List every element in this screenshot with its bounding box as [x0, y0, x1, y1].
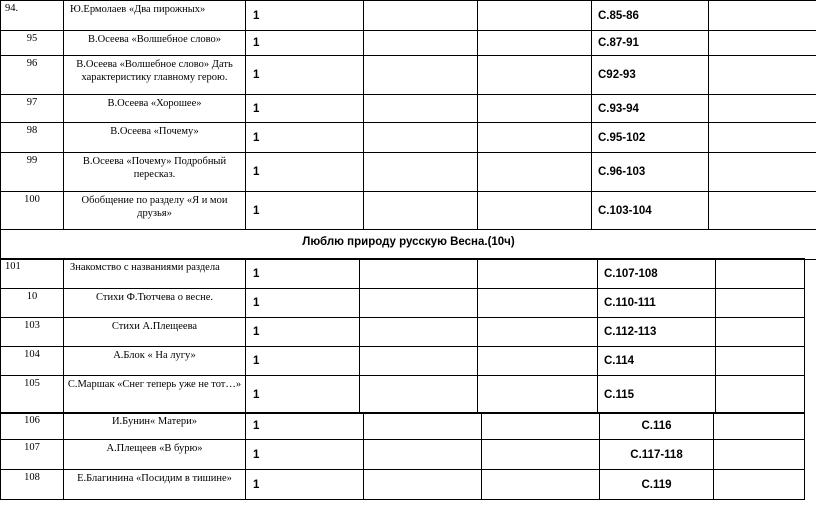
table-row: [1, 376, 805, 414]
lesson-pages: С.114: [598, 347, 716, 376]
lesson-pages: С.119: [600, 470, 714, 500]
lesson-number: 96: [1, 56, 64, 95]
lesson-table-middle: [0, 258, 805, 414]
lesson-hours: 1: [246, 123, 364, 153]
table-row: [1, 192, 816, 230]
empty-cell: [478, 56, 592, 95]
table-row: [1, 440, 805, 470]
empty-cell: [482, 413, 600, 440]
lesson-pages: С.116: [600, 413, 714, 440]
lesson-number: 108: [1, 470, 64, 500]
lesson-hours: 1: [246, 95, 364, 123]
empty-cell: [709, 31, 816, 56]
empty-cell: [709, 56, 816, 95]
lesson-pages: С.110-111: [598, 289, 716, 318]
empty-cell: [709, 95, 816, 123]
empty-cell: [478, 153, 592, 192]
empty-cell: [478, 95, 592, 123]
empty-cell: [716, 318, 805, 347]
lesson-pages: С.96-103: [592, 153, 709, 192]
lesson-pages: С.85-86: [592, 1, 709, 31]
table-row: [1, 259, 805, 289]
empty-cell: [364, 1, 478, 31]
lesson-number: 97: [1, 95, 64, 123]
lesson-pages: С.93-94: [592, 95, 709, 123]
lesson-title: В.Осеева «Волшебное слово» Дать характеристику главному герою.: [64, 56, 246, 95]
lesson-number: 98: [1, 123, 64, 153]
lesson-title: Обобщение по разделу «Я и мои друзья»: [64, 192, 246, 230]
lesson-pages: С.87-91: [592, 31, 709, 56]
lesson-pages: С.107-108: [598, 259, 716, 289]
lesson-title: В.Осеева «Почему»: [64, 123, 246, 153]
lesson-number: 10: [1, 289, 64, 318]
lesson-number: 107: [1, 440, 64, 470]
lesson-pages: С.117-118: [600, 440, 714, 470]
empty-cell: [714, 413, 805, 440]
lesson-title: Стихи А.Плещеева: [64, 318, 246, 347]
empty-cell: [716, 259, 805, 289]
lesson-hours: 1: [246, 376, 360, 414]
table-row: [1, 413, 805, 440]
lesson-number: 100: [1, 192, 64, 230]
empty-cell: [360, 347, 478, 376]
table-row: [1, 1, 816, 31]
empty-cell: [364, 31, 478, 56]
lesson-number: 101: [1, 259, 64, 289]
lesson-hours: 1: [246, 440, 364, 470]
empty-cell: [364, 440, 482, 470]
section-heading: Люблю природу русскую Весна.(10ч): [1, 230, 816, 260]
empty-cell: [364, 153, 478, 192]
empty-cell: [478, 31, 592, 56]
lesson-number: 104: [1, 347, 64, 376]
lesson-hours: 1: [246, 56, 364, 95]
lesson-number: 106: [1, 413, 64, 440]
lesson-hours: 1: [246, 153, 364, 192]
lesson-title: В.Осеева «Хорошее»: [64, 95, 246, 123]
lesson-hours: 1: [246, 318, 360, 347]
empty-cell: [364, 56, 478, 95]
lesson-pages: С.115: [598, 376, 716, 414]
lesson-hours: 1: [246, 413, 364, 440]
empty-cell: [478, 192, 592, 230]
empty-cell: [364, 192, 478, 230]
table-row: [1, 153, 816, 192]
empty-cell: [360, 318, 478, 347]
empty-cell: [709, 123, 816, 153]
lesson-number: 94.: [1, 1, 64, 31]
lesson-number: 99: [1, 153, 64, 192]
lesson-hours: 1: [246, 1, 364, 31]
empty-cell: [716, 289, 805, 318]
table-row: [1, 347, 805, 376]
empty-cell: [478, 376, 598, 414]
lesson-hours: 1: [246, 347, 360, 376]
lesson-title: Стихи Ф.Тютчева о весне.: [64, 289, 246, 318]
lesson-title: Знакомство с названиями раздела: [64, 259, 246, 289]
empty-cell: [709, 153, 816, 192]
empty-cell: [364, 470, 482, 500]
empty-cell: [364, 413, 482, 440]
empty-cell: [482, 440, 600, 470]
lesson-hours: 1: [246, 31, 364, 56]
lesson-title: А.Плещеев «В бурю»: [64, 440, 246, 470]
lesson-title: И.Бунин« Матери»: [64, 413, 246, 440]
lesson-title: Е.Благинина «Посидим в тишине»: [64, 470, 246, 500]
table-row: [1, 31, 816, 56]
table-row: [1, 289, 805, 318]
lesson-table-bottom: [0, 412, 805, 500]
empty-cell: [478, 347, 598, 376]
empty-cell: [360, 376, 478, 414]
table-row: [1, 470, 805, 500]
lesson-pages: С.112-113: [598, 318, 716, 347]
table-row: [1, 95, 816, 123]
lesson-title: С.Маршак «Снег теперь уже не тот…»: [64, 376, 246, 414]
lesson-pages: С.95-102: [592, 123, 709, 153]
lesson-hours: 1: [246, 470, 364, 500]
empty-cell: [478, 259, 598, 289]
lesson-number: 95: [1, 31, 64, 56]
empty-cell: [360, 289, 478, 318]
empty-cell: [360, 259, 478, 289]
empty-cell: [482, 470, 600, 500]
empty-cell: [716, 376, 805, 414]
lesson-number: 105: [1, 376, 64, 414]
lesson-number: 103: [1, 318, 64, 347]
empty-cell: [478, 123, 592, 153]
empty-cell: [709, 192, 816, 230]
empty-cell: [714, 470, 805, 500]
lesson-title: В.Осеева «Волшебное слово»: [64, 31, 246, 56]
lesson-hours: 1: [246, 259, 360, 289]
section-row: [1, 230, 816, 260]
empty-cell: [716, 347, 805, 376]
empty-cell: [478, 1, 592, 31]
lesson-title: В.Осеева «Почему» Подробный пересказ.: [64, 153, 246, 192]
empty-cell: [709, 1, 816, 31]
lesson-pages: С92-93: [592, 56, 709, 95]
empty-cell: [714, 440, 805, 470]
table-row: [1, 123, 816, 153]
empty-cell: [478, 289, 598, 318]
table-row: [1, 318, 805, 347]
empty-cell: [364, 95, 478, 123]
empty-cell: [364, 123, 478, 153]
lesson-title: А.Блок « На лугу»: [64, 347, 246, 376]
empty-cell: [478, 318, 598, 347]
lesson-title: Ю.Ермолаев «Два пирожных»: [64, 1, 246, 31]
lesson-table-top: [0, 0, 816, 260]
lesson-pages: С.103-104: [592, 192, 709, 230]
table-row: [1, 56, 816, 95]
lesson-hours: 1: [246, 289, 360, 318]
lesson-hours: 1: [246, 192, 364, 230]
